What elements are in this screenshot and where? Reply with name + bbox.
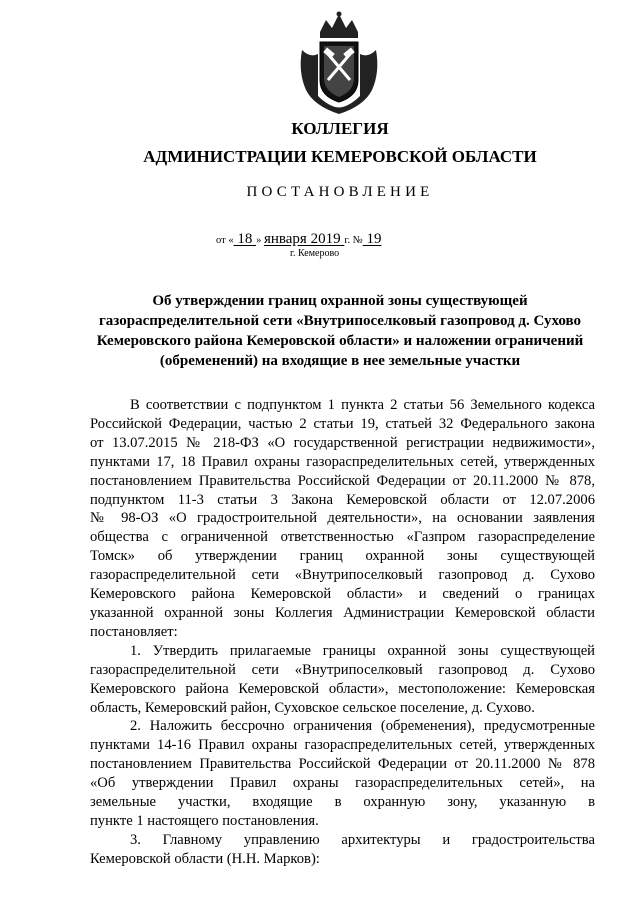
title-line: газораспределительной сети «Внутрипоселковый газопровод д. Сухово xyxy=(98,313,582,329)
body-line: область, Кемеровский район, Суховское сельское поселение, д. Сухово. xyxy=(90,699,535,716)
body-line: 2. Наложить бессрочно ограничения (обременения), предусмотренные xyxy=(130,718,595,735)
body-line: пункте 1 настоящего постановления. xyxy=(90,812,319,829)
document-title xyxy=(70,291,610,371)
body-line: «Об утверждении Правил охраны газораспределительных сетей», на xyxy=(90,775,595,792)
body-line: земельные участки, входящие в охранную зону, указанную в xyxy=(90,794,595,811)
date-number-line xyxy=(216,231,381,248)
body-line: Кемеровского района Кемеровской области», местоположение: Кемеровская xyxy=(90,680,595,697)
body-line: газораспределительной сети «Внутрипоселковый газопровод д. Сухово xyxy=(90,567,595,584)
body-line: 1. Утвердить прилагаемые границы охранной зоны существующей xyxy=(130,642,595,659)
body-line: № 98-ОЗ «О градостроительной деятельности», на основании заявления xyxy=(90,510,595,527)
body-line: Кемеровского района Кемеровской области» и сведений о границах xyxy=(90,586,595,603)
coat-of-arms-icon xyxy=(294,10,384,118)
body-line: постановлением Правительства Российской Федерации от 20.11.2000 № 878, xyxy=(90,472,595,489)
body-line: общества с ограниченной ответственностью «Газпром газораспределение xyxy=(90,529,595,546)
body-line: Российской Федерации, частью 2 статьи 19, статьей 32 Федерального закона xyxy=(90,415,595,432)
body-line: пунктами 14-16 Правил охраны газораспределительных сетей, утвержденных xyxy=(90,737,595,754)
title-line: (обременений) на входящие в нее земельные участки xyxy=(159,353,521,369)
date-prefix: от « xyxy=(216,235,234,246)
date-month-year: января 2019 xyxy=(263,231,345,247)
body-line: Кемеровской области (Н.Н. Марков): xyxy=(90,850,320,867)
body-line: пунктами 17, 18 Правил охраны газораспределительных сетей, утвержденных xyxy=(90,453,595,470)
body-line: постановлением Правительства Российской Федерации от 20.11.2000 № 878 xyxy=(90,756,595,773)
date-separator: » xyxy=(256,235,264,246)
document-body xyxy=(90,396,595,869)
year-suffix: г. xyxy=(344,235,351,246)
body-line: 3. Главному управлению архитектуры и градостроительства xyxy=(130,831,595,848)
body-line: указанной охранной зоны Коллегия Администрации Кемеровской области xyxy=(90,604,595,621)
title-line: Об утверждении границ охранной зоны существующей xyxy=(152,293,528,309)
number-label: № xyxy=(352,235,363,246)
body-line: постановляет: xyxy=(90,623,178,640)
title-line: Кемеровского района Кемеровской области» и наложении ограничений xyxy=(96,333,584,349)
document-number: 19 xyxy=(362,231,382,247)
issuer-title: КОЛЛЕГИЯ xyxy=(291,119,389,138)
issuer-subtitle: АДМИНИСТРАЦИИ КЕМЕРОВСКОЙ ОБЛАСТИ xyxy=(143,147,537,166)
body-line: В соответствии с подпунктом 1 пункта 2 статьи 56 Земельного кодекса xyxy=(130,397,595,413)
body-line: подпунктом 11-3 статьи 3 Закона Кемеровской области от 12.07.2006 xyxy=(90,491,595,508)
body-line: газораспределительной сети «Внутрипоселковый газопровод д. Сухово xyxy=(90,661,595,678)
body-line: Томск» об утверждении границ охранной зоны существующей xyxy=(90,548,595,565)
document-type: ПОСТАНОВЛЕНИЕ xyxy=(246,184,434,200)
city: г. Кемерово xyxy=(290,248,340,259)
date-day: 18 xyxy=(233,231,257,247)
body-line: от 13.07.2015 № 218-ФЗ «О государственной регистрации недвижимости», xyxy=(90,434,595,451)
